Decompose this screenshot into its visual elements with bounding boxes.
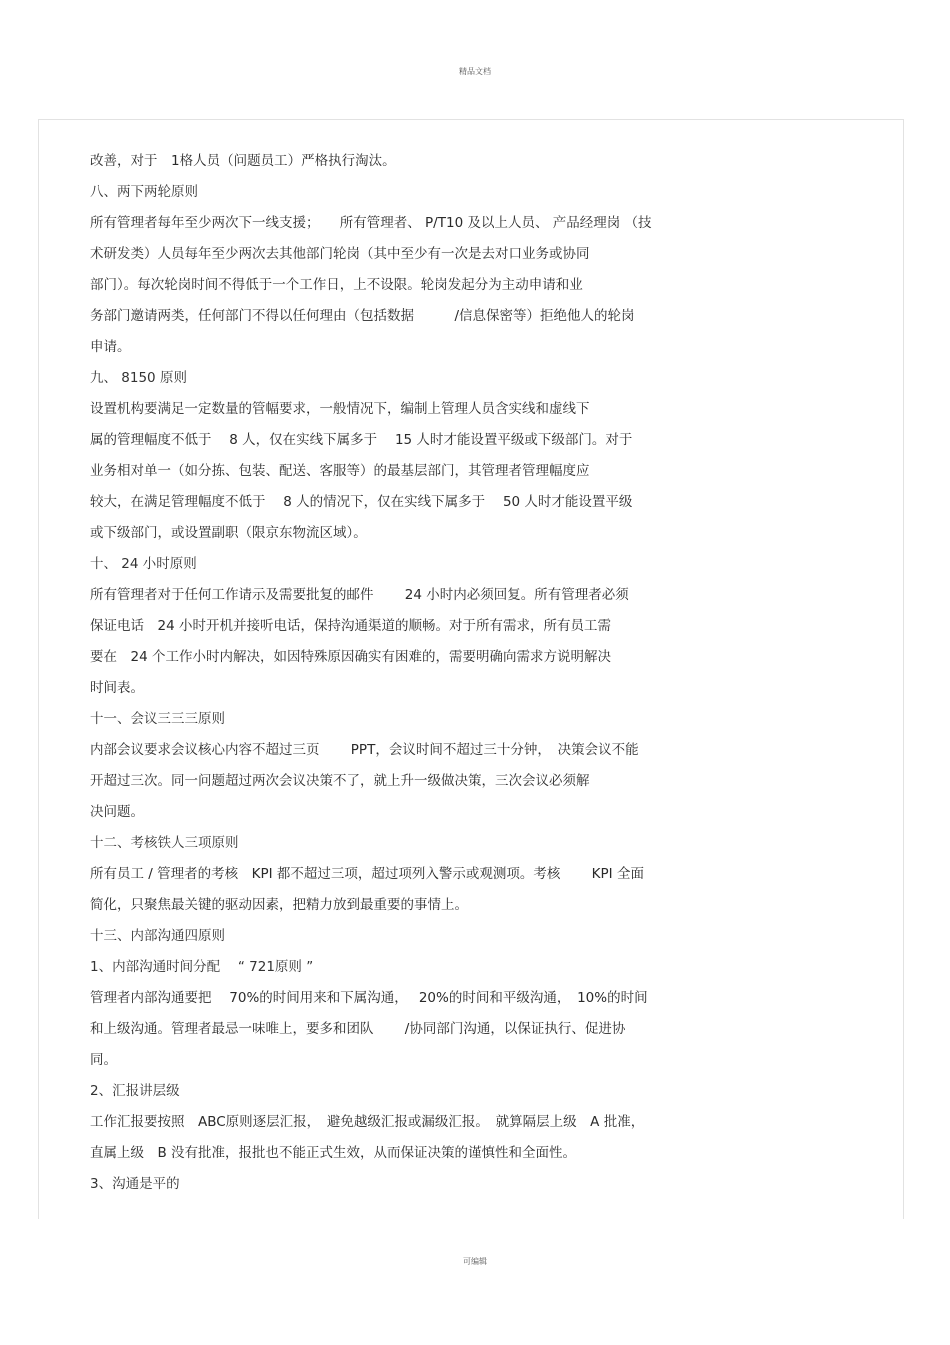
section-heading: 2、汇报讲层级 (90, 1083, 180, 1099)
text-line: 管理者内部沟通要把 70%的时间用来和下属沟通， 20%的时间和平级沟通， 10%的时间 (90, 990, 648, 1006)
section-heading: 3、沟通是平的 (90, 1176, 180, 1192)
text-line: 时间表。 (90, 680, 144, 696)
text-line: 申请。 (90, 339, 131, 355)
text-line: 属的管理幅度不低于 8 人，仅在实线下属多于 15 人时才能设置平级或下级部门。对于 (90, 432, 633, 448)
section-heading: 1、内部沟通时间分配 “ 721原则 ” (90, 959, 314, 975)
section-heading: 十一、会议三三三原则 (90, 711, 225, 727)
text-line: 或下级部门，或设置副职（限京东物流区域）。 (90, 525, 367, 541)
section-heading: 十三、内部沟通四原则 (90, 928, 225, 944)
section-heading: 十二、考核铁人三项原则 (90, 835, 239, 851)
text-line: 要在 24 个工作小时内解决，如因特殊原因确实有困难的，需要明确向需求方说明解决 (90, 649, 611, 665)
text-line: 和上级沟通。管理者最忌一味唯上，要多和团队 /协同部门沟通，以保证执行、促进协 (90, 1021, 626, 1037)
text-line: 改善，对于 1格人员（问题员工）严格执行淘汰。 (90, 153, 396, 169)
text-line: 部门）。每次轮岗时间不得低于一个工作日，上不设限。轮岗发起分为主动申请和业 (90, 277, 583, 293)
text-line: 同。 (90, 1052, 117, 1068)
text-line: 业务相对单一（如分拣、包装、配送、客服等）的最基层部门，其管理者管理幅度应 (90, 463, 590, 479)
page-header-note: 精品文档 (459, 67, 491, 76)
text-line: 决问题。 (90, 804, 144, 820)
text-line: 所有管理者每年至少两次下一线支援； 所有管理者、 P/T10 及以上人员、 产品经理岗 （技 (90, 215, 652, 231)
document-body (90, 146, 730, 1200)
text-line: 保证电话 24 小时开机并接听电话，保持沟通渠道的顺畅。对于所有需求，所有员工需 (90, 618, 611, 634)
text-line: 所有管理者对于任何工作请示及需要批复的邮件 24 小时内必须回复。所有管理者必须 (90, 587, 629, 603)
text-line: 设置机构要满足一定数量的管幅要求，一般情况下，编制上管理人员含实线和虚线下 (90, 401, 590, 417)
text-line: 简化，只聚焦最关键的驱动因素，把精力放到最重要的事情上。 (90, 897, 468, 913)
text-line: 所有员工 / 管理者的考核 KPI 都不超过三项，超过项列入警示或观测项。考核 KPI 全面 (90, 866, 644, 882)
text-line: 务部门邀请两类，任何部门不得以任何理由（包括数据 /信息保密等）拒绝他人的轮岗 (90, 308, 635, 324)
text-line: 内部会议要求会议核心内容不超过三页 PPT，会议时间不超过三十分钟， 决策会议不能 (90, 742, 639, 758)
section-heading: 八、两下两轮原则 (90, 184, 198, 200)
text-line: 术研发类）人员每年至少两次去其他部门轮岗（其中至少有一次是去对口业务或协同 (90, 246, 590, 262)
text-line: 较大，在满足管理幅度不低于 8 人的情况下，仅在实线下属多于 50 人时才能设置平级 (90, 494, 633, 510)
section-heading: 十、 24 小时原则 (90, 556, 197, 572)
page-footer-note: 可编辑 (463, 1257, 487, 1266)
text-line: 直属上级 B 没有批准，报批也不能正式生效，从而保证决策的谨慎性和全面性。 (90, 1145, 577, 1161)
text-line: 开超过三次。同一问题超过两次会议决策不了，就上升一级做决策，三次会议必须解 (90, 773, 590, 789)
text-line: 工作汇报要按照 ABC原则逐层汇报， 避免越级汇报或漏级汇报。 就算隔层上级 A 批准， (90, 1114, 645, 1130)
section-heading: 九、 8150 原则 (90, 370, 187, 386)
